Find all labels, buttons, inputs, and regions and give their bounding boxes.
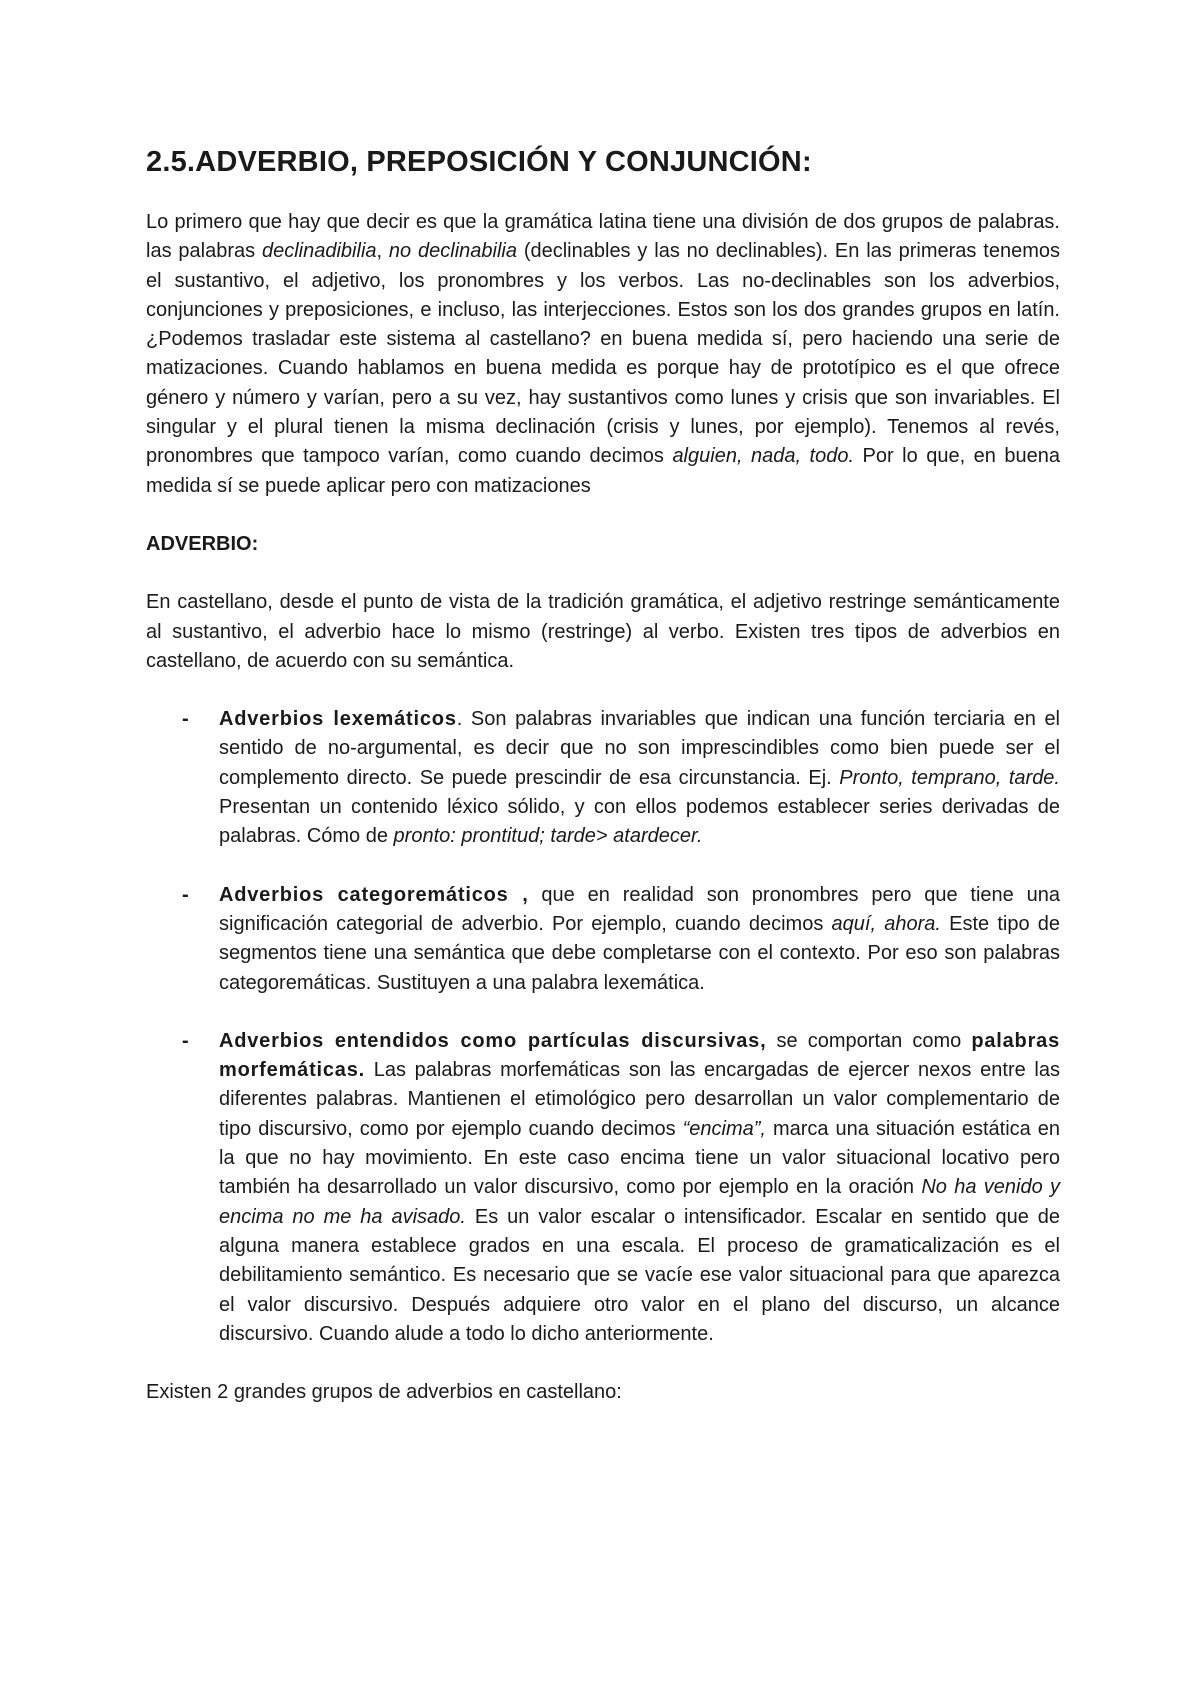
intro-text-4: Por lo que, en buena medida sí se puede aplicar pero con matizaciones [146, 445, 1061, 497]
item-italic: pronto: prontitud; tarde> atardecer. [393, 825, 703, 848]
item-text: Presentan un contenido léxico sólido, y con ellos podemos establecer series derivadas de palabras. Cómo de [219, 796, 1060, 848]
item-text: marca una situación estática en la que no hay movimiento. En este caso encima tiene un valor situacional locativo pero también ha desarrollado un valor discursivo, como por ejemplo en la oración [219, 1117, 1060, 1199]
item-text: se comportan como [766, 1029, 972, 1052]
page-title: 2.5.ADVERBIO, PREPOSICIÓN Y CONJUNCIÓN: [146, 146, 812, 178]
section-heading: ADVERBIO: [146, 532, 259, 555]
list-dash: - [182, 708, 189, 731]
intro-text-2: , [376, 240, 389, 263]
intro-paragraph [146, 208, 1060, 501]
list-dash: - [182, 883, 189, 906]
intro-italic-1: declinadibilia [261, 240, 377, 263]
list-dash: - [182, 1029, 189, 1052]
item-italic: No ha venido y encima no me ha avisado. [219, 1176, 1060, 1228]
list-item-categorematicos [146, 881, 1060, 998]
item-text: Este tipo de segmentos tiene una semántica que debe completarse con el contexto. Por eso son palabras categoremáticas. Sustituyen a una palabra lexemática. [219, 912, 1061, 994]
item-italic: aquí, ahora. [831, 912, 941, 935]
list-item-lexematicos [146, 705, 1060, 851]
item-italic: “encima”, [682, 1117, 766, 1140]
item-bold: palabras morfemáticas. [219, 1029, 1060, 1082]
term-lexematicos: Adverbios lexemáticos [219, 708, 457, 731]
adverb-types-list [146, 705, 1060, 1349]
item-text: . Son palabras invariables que indican una función terciaria en el sentido de no-argumental, es decir que no son imprescindibles como bien puede ser el complemento directo. Se puede prescindir de esa circunstancia. Ej. [219, 708, 1061, 789]
item-text: que en realidad son pronombres pero que tiene una significación categorial de adverbio. Por ejemplo, cuando decimos [219, 883, 1061, 935]
intro-italic-3: alguien, nada, todo. [672, 445, 855, 468]
item-text: Las palabras morfemáticas son las encargadas de ejercer nexos entre las diferentes palabras. Mantienen el etimológico pero desarrollan un valor complementario de tipo discursivo, como por ejemplo cuando decimos [219, 1059, 1060, 1140]
item-text: Es un valor escalar o intensificador. Escalar en sentido que de alguna manera establece grados en una escala. El proceso de gramaticalización es el debilitamiento semántico. Es necesario que se vacíe ese valor situacional para que aparezca el valor discursivo. Después adquiere otro valor en el plano del discurso, un alcance discursivo. Cuando alude a todo lo dicho anteriormente. [219, 1205, 1061, 1345]
closing-paragraph: Existen 2 grandes grupos de adverbios en castellano: [146, 1381, 622, 1404]
intro-text-1: Lo primero que hay que decir es que la gramática latina tiene una división de dos grupos de palabras. las palabras [146, 211, 1060, 263]
section-paragraph: En castellano, desde el punto de vista de la tradición gramática, el adjetivo restringe semánticamente al sustantivo, el adverbio hace lo mismo (restringe) al verbo. Existen tres tipos de adverbios en castellano, de acuerdo con su semántica. [146, 591, 1060, 672]
list-item-particulas [146, 1027, 1060, 1349]
intro-text-3: (declinables y las no declinables). En las primeras tenemos el sustantivo, el adjetivo, los pronombres y los verbos. Las no-declinables son los adverbios, conjunciones y preposiciones, e incluso, las interjecciones. Estos son los dos grandes grupos en latín. ¿Podemos trasladar este sistema al castellano? en buena medida sí, pero haciendo una serie de matizaciones. Cuando hablamos en buena medida es porque hay de prototípico es el que ofrece género y número y varían, pero a su vez, hay sustantivos como lunes y crisis que son invariables. El singular y el plural tienen la misma declinación (crisis y lunes, por ejemplo). Tenemos al revés, pronombres que tampoco varían, como cuando decimos [146, 240, 1060, 468]
item-italic: Pronto, temprano, tarde. [839, 766, 1060, 789]
term-particulas: Adverbios entendidos como partículas discursivas, [219, 1029, 767, 1052]
term-categorematicos: Adverbios categoremáticos , [219, 883, 529, 906]
intro-italic-2: no declinabilia [388, 240, 517, 263]
